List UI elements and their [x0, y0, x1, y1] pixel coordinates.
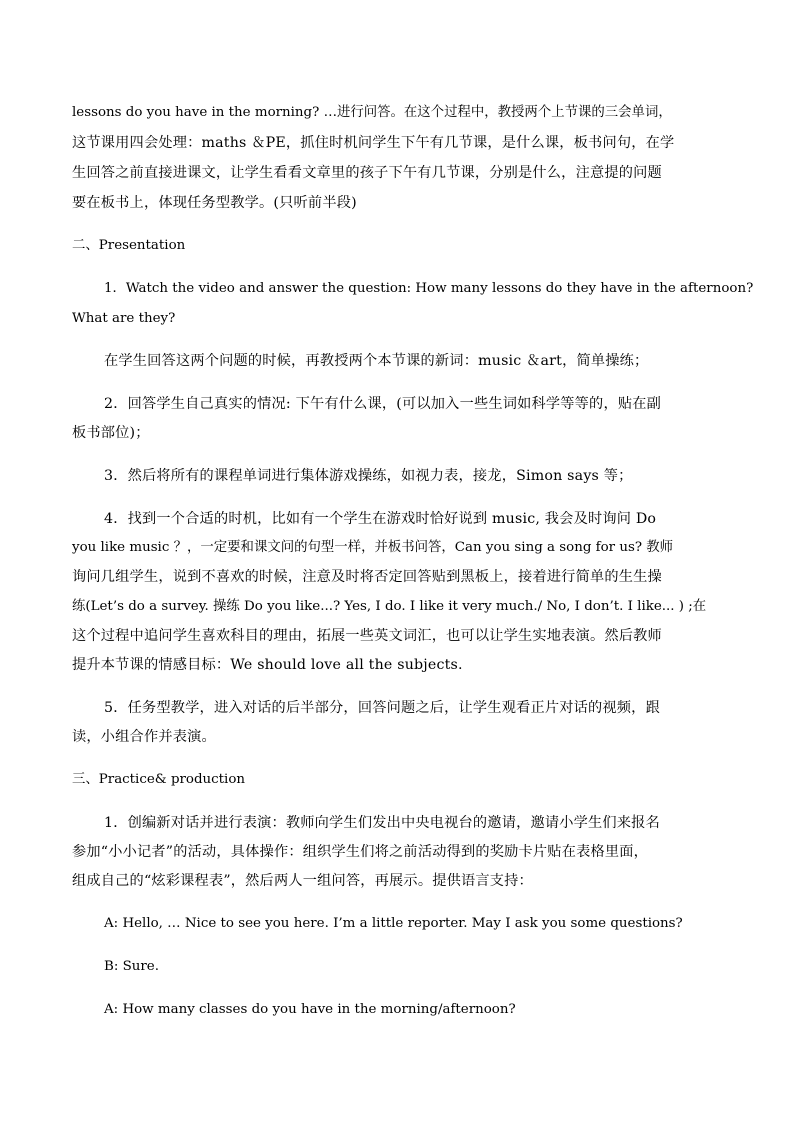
dialogue-line: A: How many classes do you have in the morning/afternoon?: [104, 1002, 516, 1017]
section-heading: 二、Presentation: [72, 238, 186, 253]
paragraph-line: 练(Let’s do a survey. 操练 Do you like...? Yes, I do. I like it very much./ No, I don’t. I like... ) ;在: [72, 599, 707, 614]
paragraph-line: 读，小组合作并表演。: [72, 729, 216, 745]
paragraph-line: 在学生回答这两个问题的时候，再教授两个本节课的新词：music ＆art，简单操练；: [104, 353, 649, 369]
paragraph-line: 3．然后将所有的课程单词进行集体游戏操练，如视力表，接龙，Simon says 等；: [104, 468, 633, 484]
dialogue-line: A: Hello, … Nice to see you here. I’m a little reporter. May I ask you some questions?: [104, 916, 683, 931]
paragraph-line: 参加“小小记者”的活动，具体操作：组织学生们将之前活动得到的奖励卡片贴在表格里面，: [72, 844, 649, 860]
paragraph-line: 1．Watch the video and answer the question: How many lessons do they have in the afternoon?: [104, 281, 754, 296]
section-heading: 三、Practice& production: [72, 772, 246, 787]
paragraph-line: 板书部位)；: [72, 425, 150, 441]
paragraph-line: 2．回答学生自己真实的情况: 下午有什么课，(可以加入一些生词如科学等等的，贴在副: [104, 396, 661, 412]
dialogue-line: B: Sure.: [104, 959, 159, 974]
paragraph-line: 1．创编新对话并进行表演：教师向学生们发出中央电视台的邀请，邀请小学生们来报名: [104, 815, 660, 831]
paragraph-line: What are they?: [72, 311, 176, 326]
paragraph-line: you like music ？，一定要和课文问的句型一样，并板书问答，Can you sing a song for us? 教师: [72, 540, 674, 555]
paragraph-line: lessons do you have in the morning? …进行问答。在这个过程中，教授两个上节课的三会单词，: [72, 105, 672, 120]
paragraph-line: 生回答之前直接进课文，让学生看看文章里的孩子下午有几节课，分别是什么，注意提的问题: [72, 165, 662, 181]
paragraph-line: 这个过程中追问学生喜欢科目的理由，拓展一些英文词汇，也可以让学生实地表演。然后教师: [72, 628, 662, 644]
paragraph-line: 4．找到一个合适的时机，比如有一个学生在游戏时恰好说到 music, 我会及时询问 Do: [104, 511, 657, 527]
paragraph-line: 提升本节课的情感目标：We should love all the subjects.: [72, 657, 463, 673]
paragraph-line: 组成自己的“炫彩课程表”，然后两人一组问答，再展示。提供语言支持：: [72, 873, 533, 889]
paragraph-line: 要在板书上，体现任务型教学。(只听前半段): [72, 195, 357, 211]
paragraph-line: 5．任务型教学，进入对话的后半部分，回答问题之后，让学生观看正片对话的视频，跟: [104, 700, 660, 716]
paragraph-line: 这节课用四会处理：maths ＆PE，抓住时机问学生下午有几节课，是什么课，板书问句，在学: [72, 135, 675, 151]
paragraph-line: 询问几组学生，说到不喜欢的时候，注意及时将否定回答贴到黑板上，接着进行简单的生生操: [72, 569, 662, 585]
